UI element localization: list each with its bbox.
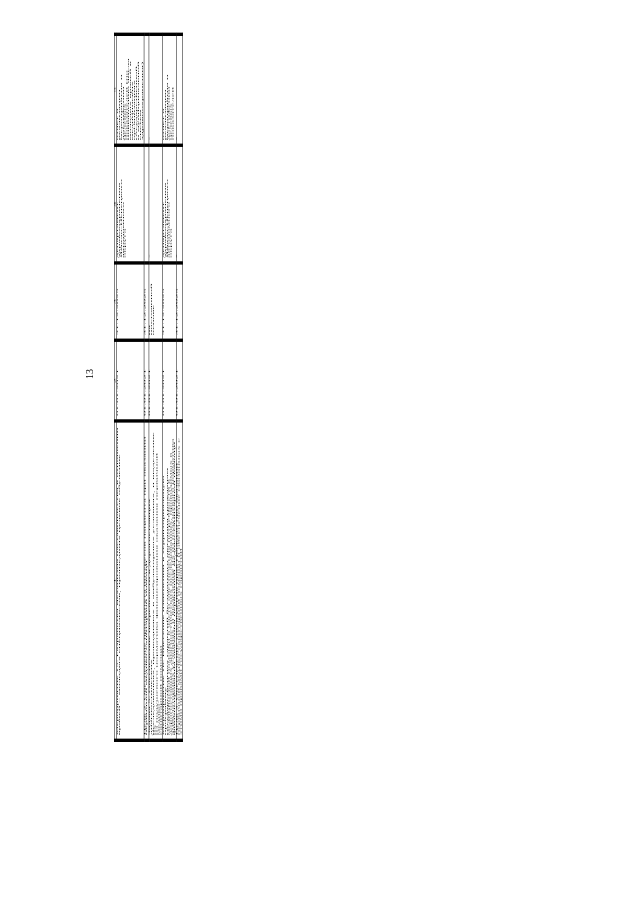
cell-text-line: повышению числа: [127, 58, 130, 141]
table-cell-c5: [163, 34, 177, 145]
cell-text: 01.01.2021: [148, 369, 151, 416]
cell-text-line: здравоохранения: [164, 182, 167, 258]
cell-text-line: Ямало-Ненецкого: [120, 179, 123, 258]
cell-text-line: достижении: [122, 86, 125, 141]
table-cell-c3: [163, 263, 177, 340]
table-cell-c4: [176, 145, 182, 263]
cell-text-line: реализации: [164, 89, 167, 141]
cell-text-line: государственных гарантий бесплатного оказания гражданам: [166, 467, 169, 736]
cell-text: 01.01.2021: [116, 369, 119, 416]
cell-text-line: отчет о: [162, 108, 165, 141]
cell-text-line: целевых: [124, 103, 127, 141]
column-header: 2: [114, 340, 116, 421]
rotated-table-container: [114, 36, 459, 742]
table-cell-c3: [149, 263, 163, 340]
table-row: [163, 34, 177, 740]
table-cell-c3: [117, 263, 144, 340]
column-header: 4: [114, 145, 116, 263]
table-cell-c2: [176, 340, 182, 421]
cell-text-line: -: [148, 254, 151, 258]
cell-text-line: Задача 5. Обеспечение потребности в дорогостоящих диагностических: [148, 498, 153, 736]
cell-text-line: исследованиях, проводимых в амбулаторных условиях, и выделение их: [152, 432, 157, 736]
cell-text-line: здравоохранения): [141, 61, 144, 141]
cell-text: 31.12.2025: [143, 288, 146, 336]
table-cell-c4: [149, 145, 163, 263]
table-cell-c1: [149, 421, 163, 740]
table-cell-c1: [117, 421, 144, 740]
cell-text-line: мероприятия и: [120, 74, 123, 141]
cell-text-line: округа: [170, 228, 172, 258]
cell-text-line: дорогостоящих диагностических исследованиях, проводимых в: [170, 452, 172, 736]
cell-text-line: амбулаторных условиях, и выделение их из подушевого норматива: [171, 438, 174, 736]
cell-text-line: санитарной помощи: [159, 645, 162, 736]
cell-text: 01.01.2021: [176, 369, 179, 416]
cell-text-line: молодых врачей в: [129, 61, 132, 141]
table-cell-c3: [176, 263, 182, 340]
cell-text-line: достижении: [168, 86, 171, 141]
table-cell-c2: [149, 340, 163, 421]
cell-text-line: -: [148, 136, 151, 141]
cell-text-line: врачей – молодых специалистов, прошедших целевое обучение: [118, 454, 121, 736]
cell-text-line: целевых: [170, 103, 172, 141]
table-cell-c5: [117, 34, 144, 145]
table-row: [149, 34, 163, 740]
table-cell-c5: [149, 34, 163, 145]
cell-text-line: первичной медико-санитарной помощи и обеспечение связанных с: [178, 438, 181, 736]
cell-text-line: округа: [124, 228, 127, 258]
cell-text-line: из подушевого норматива финансирования оказания первичной медико-: [156, 452, 161, 736]
cell-text-line: Мероприятие 15. Разработка механизма наставничества в отношении: [116, 427, 119, 736]
cell-text-line: департамент: [116, 202, 119, 258]
cell-text-line: организациях: [133, 79, 136, 141]
cell-text-line: здравоохранения: [118, 182, 121, 258]
cell-text-line: -: [176, 254, 179, 258]
cell-text-line: автономного: [122, 201, 125, 258]
cell-text-line: систем: [139, 109, 142, 141]
table-cell-c1: [163, 421, 177, 740]
cell-text-line: первичной медико-санитарной помощи: [145, 560, 148, 736]
cell-text: 31.12.2025: [176, 288, 179, 336]
cell-text-line: Ямало-Ненецкого: [166, 179, 169, 258]
cell-text-line: реализации: [118, 89, 121, 141]
cell-text-line: Мероприятие 16. Внесение изменений в территориальную программу: [162, 475, 167, 736]
cell-text-line: на: [148, 325, 151, 336]
table-cell-c4: [163, 145, 177, 263]
cell-text: 31.12.2025: [162, 288, 165, 336]
column-header: 1: [114, 421, 116, 740]
cell-text-line: государственной: [135, 66, 138, 141]
cell-text-line: Цель 2. Обеспечение приоритета интересов пациента при оказании: [143, 436, 146, 736]
cell-text-line: мероприятия и: [166, 74, 169, 141]
cell-text-line: постоянной: [150, 283, 153, 336]
cell-text-line: автономного: [168, 201, 171, 258]
cell-text-line: -: [176, 136, 179, 141]
table-cell-c2: [117, 340, 144, 421]
table-cell-c4: [117, 145, 144, 263]
cell-text-line: медицинских: [131, 81, 134, 141]
cell-text-line: и муниципальной: [137, 61, 140, 141]
cell-text-line: медицинской помощи в части обеспечения потребности в: [168, 479, 171, 736]
cell-text: 01.01.2021: [143, 369, 146, 416]
column-header: 3: [114, 263, 116, 340]
cell-text: 31.12.2025: [116, 288, 119, 336]
table-cell-c2: [163, 340, 177, 421]
cell-text-line: показателей (по: [125, 70, 128, 141]
cell-text: 01.01.2021: [162, 369, 165, 416]
measures-table: [114, 33, 183, 742]
table-row: [176, 34, 182, 740]
cell-text-line: финансирования оказания первичной медико-санитарной помощи: [173, 441, 176, 736]
cell-text-line: основе: [152, 304, 155, 336]
column-header: 5: [114, 34, 116, 145]
table-row: [117, 34, 144, 740]
cell-text-line: департамент: [162, 202, 165, 258]
cell-text-line: этими правами государственных гарантий: [180, 548, 183, 736]
cell-text-line: показателей: [171, 86, 174, 141]
page-number: 13: [85, 369, 96, 379]
table-cell-c5: [176, 34, 182, 145]
cell-text-line: Цель 3. Обеспечение соблюдения прав граждан при оказании: [176, 462, 179, 736]
cell-text-line: отчет о: [116, 108, 119, 141]
